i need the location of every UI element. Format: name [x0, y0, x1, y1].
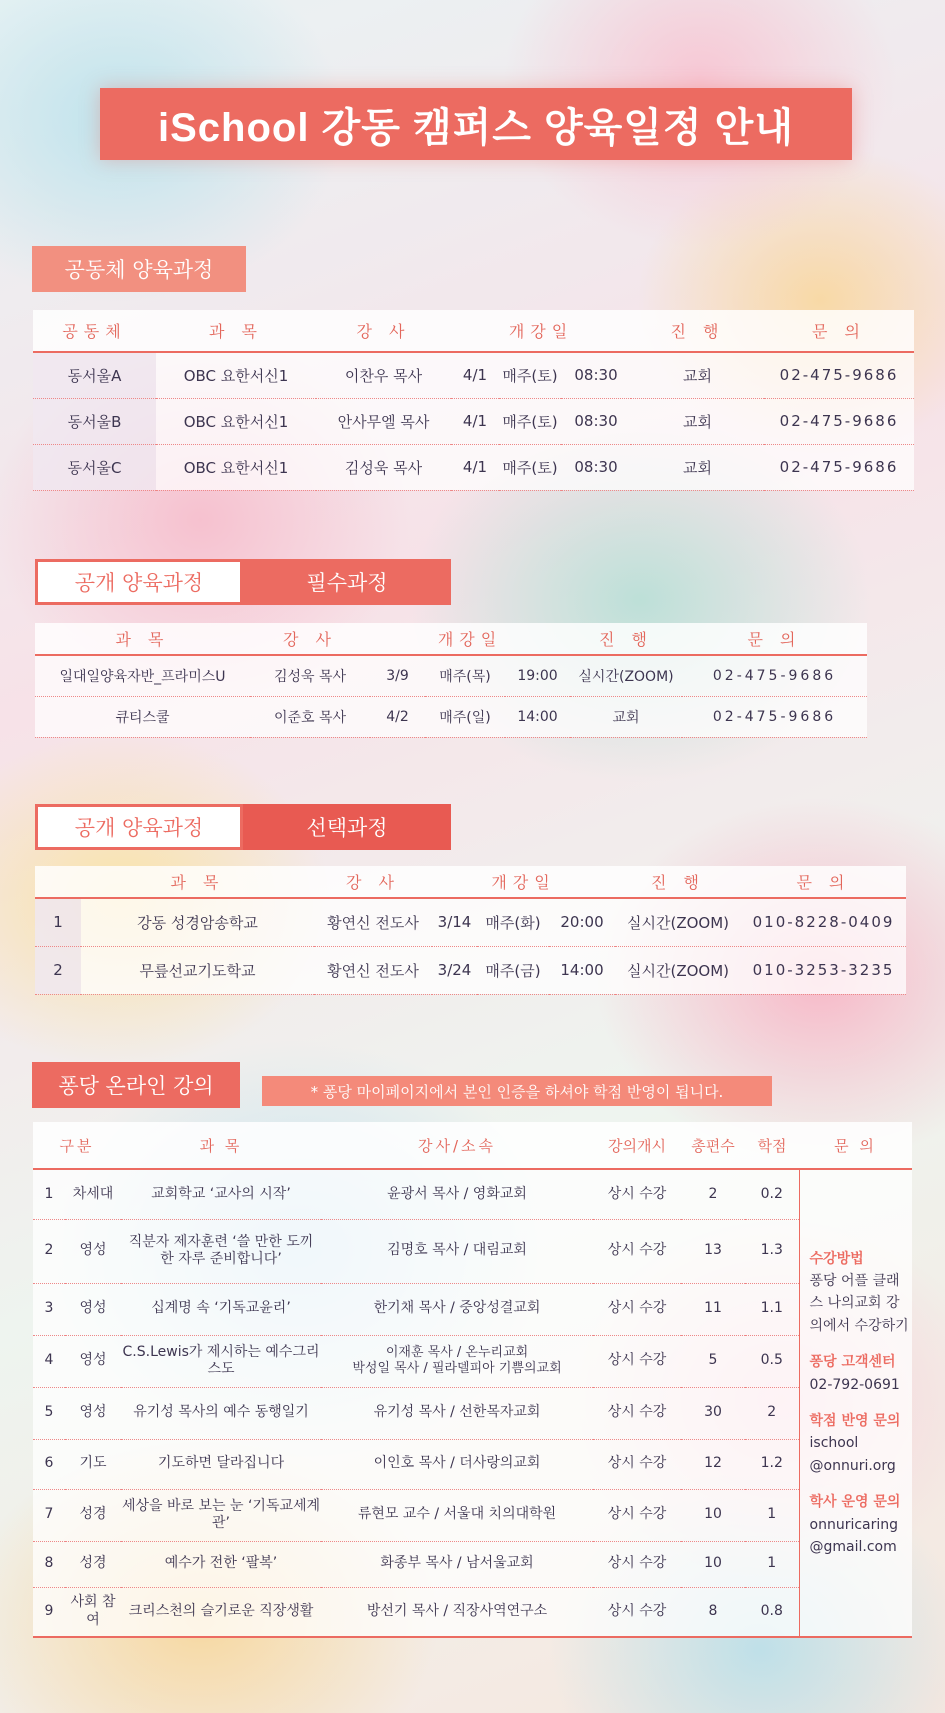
start-cell: 상시 수강	[593, 1439, 681, 1489]
phone-cell: 010-8228-0409	[741, 898, 906, 946]
mode-cell: 교회	[631, 398, 764, 444]
category-cell: 영성	[65, 1219, 121, 1283]
table-row	[33, 1489, 912, 1541]
start-cell: 상시 수강	[593, 1387, 681, 1439]
number-cell: 8	[33, 1541, 65, 1587]
count-cell: 12	[681, 1439, 745, 1489]
start-cell: 상시 수강	[593, 1489, 681, 1541]
empty-header	[35, 866, 81, 898]
column-header: 개강일	[451, 310, 631, 352]
start-cell: 상시 수강	[593, 1169, 681, 1219]
teacher-cell: 한기채 목사 / 중앙성결교회	[321, 1283, 593, 1335]
number-cell: 4	[33, 1335, 65, 1387]
column-header: 과 목	[35, 623, 250, 655]
course-cell: 큐티스쿨	[35, 696, 250, 737]
number-cell: 7	[33, 1489, 65, 1541]
column-header: 진 행	[631, 310, 764, 352]
section-title-online: 퐁당 온라인 강의	[32, 1062, 240, 1108]
count-cell: 11	[681, 1283, 745, 1335]
group-cell: 동서울A	[33, 352, 156, 398]
table-row	[33, 1439, 912, 1489]
course-cell: 직분자 제자훈련 ‘쓸 만한 도끼 한 자루 준비합니다’	[121, 1219, 321, 1283]
date-cell: 3/24	[432, 946, 477, 994]
teacher-cell: 김성욱 목사	[316, 444, 451, 490]
table-row	[35, 655, 867, 696]
teacher-line: 박성일 목사 / 필라델피아 기쁨의교회	[352, 1361, 562, 1376]
inquiry-value: 퐁당 어플 클래스 나의교회 강의에서 수강하기	[809, 1273, 909, 1334]
credit-cell: 1	[745, 1489, 799, 1541]
time-cell: 19:00	[505, 655, 570, 696]
column-header: 공동체	[33, 310, 156, 352]
elective-table	[35, 866, 906, 995]
credit-cell: 1	[745, 1541, 799, 1587]
table-row	[33, 1283, 912, 1335]
section-subtitle-required: 필수과정	[243, 559, 451, 605]
inquiry-value: ischool @onnuri.org	[809, 1435, 896, 1474]
day-cell: 매주(토)	[499, 444, 561, 490]
mode-cell: 실시간(ZOOM)	[615, 946, 741, 994]
group-cell: 동서울C	[33, 444, 156, 490]
count-cell: 30	[681, 1387, 745, 1439]
column-header: 진 행	[615, 866, 741, 898]
time-cell: 14:00	[505, 696, 570, 737]
table-row	[35, 946, 906, 994]
course-cell: 유기성 목사의 예수 동행일기	[121, 1387, 321, 1439]
time-cell: 14:00	[549, 946, 615, 994]
start-cell: 상시 수강	[593, 1219, 681, 1283]
phone-cell: 02-475-9686	[764, 444, 914, 490]
column-header: 문 의	[741, 866, 906, 898]
category-cell: 성경	[65, 1541, 121, 1587]
number-cell: 6	[33, 1439, 65, 1489]
phone-cell: 02-475-9686	[764, 398, 914, 444]
column-header: 문 의	[799, 1122, 912, 1169]
teacher-cell: 이인호 목사 / 더사랑의교회	[321, 1439, 593, 1489]
credit-cell: 0.2	[745, 1169, 799, 1219]
teacher-cell	[321, 1335, 593, 1387]
teacher-cell: 이찬우 목사	[316, 352, 451, 398]
count-cell: 10	[681, 1489, 745, 1541]
table-header-row	[33, 1122, 912, 1169]
date-cell: 4/1	[451, 398, 499, 444]
course-cell: 강동 성경암송학교	[81, 898, 314, 946]
teacher-cell: 이준호 목사	[250, 696, 370, 737]
page-title: iSchool 강동 캠퍼스 양육일정 안내	[100, 88, 852, 160]
number-cell: 9	[33, 1587, 65, 1637]
phone-cell: 02-475-9686	[682, 655, 867, 696]
count-cell: 2	[681, 1169, 745, 1219]
count-cell: 13	[681, 1219, 745, 1283]
column-header: 총편수	[681, 1122, 745, 1169]
date-cell: 3/9	[370, 655, 425, 696]
section-title-required: 공개 양육과정	[35, 559, 243, 605]
table-row	[35, 898, 906, 946]
inquiry-heading: 학점 반영 문의	[809, 1413, 901, 1429]
teacher-cell: 김명호 목사 / 대림교회	[321, 1219, 593, 1283]
number-cell: 1	[35, 898, 81, 946]
category-cell: 성경	[65, 1489, 121, 1541]
inquiry-value: 02-792-0691	[809, 1376, 900, 1393]
day-cell: 매주(일)	[425, 696, 505, 737]
course-cell: OBC 요한서신1	[156, 398, 316, 444]
teacher-line: 이재훈 목사 / 온누리교회	[385, 1344, 529, 1360]
column-header: 구분	[33, 1122, 121, 1169]
credit-cell: 0.8	[745, 1587, 799, 1637]
inquiry-heading: 수강방법	[809, 1250, 864, 1267]
course-cell: 무릎선교기도학교	[81, 946, 314, 994]
time-cell: 08:30	[561, 398, 631, 444]
column-header: 문 의	[764, 310, 914, 352]
date-cell: 4/1	[451, 444, 499, 490]
number-cell: 5	[33, 1387, 65, 1439]
phone-cell: 02-475-9686	[764, 352, 914, 398]
day-cell: 매주(금)	[477, 946, 549, 994]
date-cell: 3/14	[432, 898, 477, 946]
credit-cell: 0.5	[745, 1335, 799, 1387]
column-header: 문 의	[682, 623, 867, 655]
table-row	[33, 1219, 912, 1283]
required-table	[35, 623, 867, 738]
section-title-elective: 공개 양육과정	[35, 804, 243, 850]
start-cell: 상시 수강	[593, 1335, 681, 1387]
column-header: 강 사	[250, 623, 370, 655]
column-header: 개강일	[370, 623, 570, 655]
column-header: 강의개시	[593, 1122, 681, 1169]
credit-cell: 1.3	[745, 1219, 799, 1283]
credit-cell: 2	[745, 1387, 799, 1439]
column-header: 진 행	[570, 623, 682, 655]
start-cell: 상시 수강	[593, 1587, 681, 1637]
number-cell: 3	[33, 1283, 65, 1335]
table-row	[33, 1541, 912, 1587]
teacher-cell: 방선기 목사 / 직장사역연구소	[321, 1587, 593, 1637]
teacher-cell: 황연신 전도사	[314, 898, 432, 946]
table-header-row	[35, 623, 867, 655]
table-row	[33, 1169, 912, 1219]
teacher-cell: 화종부 목사 / 남서울교회	[321, 1541, 593, 1587]
date-cell: 4/2	[370, 696, 425, 737]
column-header: 과 목	[156, 310, 316, 352]
table-row	[33, 398, 914, 444]
table-row	[33, 1335, 912, 1387]
category-cell: 영성	[65, 1387, 121, 1439]
teacher-cell: 황연신 전도사	[314, 946, 432, 994]
group-cell: 동서울B	[33, 398, 156, 444]
start-cell: 상시 수강	[593, 1283, 681, 1335]
table-row	[33, 352, 914, 398]
table-row	[33, 1387, 912, 1439]
mode-cell: 실시간(ZOOM)	[615, 898, 741, 946]
table-header-row	[33, 310, 914, 352]
course-cell: 교회학교 ‘교사의 시작’	[121, 1169, 321, 1219]
community-table	[33, 310, 914, 491]
course-cell: 기도하면 달라집니다	[121, 1439, 321, 1489]
inquiry-value: onnuricaring @gmail.com	[809, 1516, 899, 1555]
count-cell: 10	[681, 1541, 745, 1587]
course-cell: 일대일양육자반_프라미스U	[35, 655, 250, 696]
day-cell: 매주(토)	[499, 398, 561, 444]
category-cell: 기도	[65, 1439, 121, 1489]
inquiry-heading: 퐁당 고객센터	[809, 1354, 896, 1371]
credit-cell: 1.2	[745, 1439, 799, 1489]
teacher-cell: 김성욱 목사	[250, 655, 370, 696]
online-table	[33, 1122, 912, 1638]
table-header-row	[35, 866, 906, 898]
course-cell: C.S.Lewis가 제시하는 예수그리스도	[121, 1335, 321, 1387]
table-row	[35, 696, 867, 737]
date-cell: 4/1	[451, 352, 499, 398]
phone-cell: 010-3253-3235	[741, 946, 906, 994]
number-cell: 2	[35, 946, 81, 994]
credit-cell: 1.1	[745, 1283, 799, 1335]
course-cell: 십계명 속 ‘기독교윤리’	[121, 1283, 321, 1335]
column-header: 학점	[745, 1122, 799, 1169]
column-header: 강 사	[314, 866, 432, 898]
course-cell: OBC 요한서신1	[156, 352, 316, 398]
time-cell: 08:30	[561, 352, 631, 398]
teacher-cell: 유기성 목사 / 선한목자교회	[321, 1387, 593, 1439]
column-header: 강사/소속	[321, 1122, 593, 1169]
teacher-cell: 안사무엘 목사	[316, 398, 451, 444]
table-row	[33, 444, 914, 490]
mode-cell: 교회	[570, 696, 682, 737]
course-cell: OBC 요한서신1	[156, 444, 316, 490]
mode-cell: 실시간(ZOOM)	[570, 655, 682, 696]
course-cell: 크리스천의 슬기로운 직장생활	[121, 1587, 321, 1637]
column-header: 강 사	[316, 310, 451, 352]
mode-cell: 교회	[631, 444, 764, 490]
course-cell: 예수가 전한 ‘팔복’	[121, 1541, 321, 1587]
online-note: * 퐁당 마이페이지에서 본인 인증을 하셔야 학점 반영이 됩니다.	[262, 1076, 772, 1106]
day-cell: 매주(화)	[477, 898, 549, 946]
count-cell: 5	[681, 1335, 745, 1387]
category-cell: 영성	[65, 1283, 121, 1335]
column-header: 개강일	[432, 866, 615, 898]
inquiry-heading: 학사 운영 문의	[809, 1494, 901, 1511]
category-cell: 영성	[65, 1335, 121, 1387]
start-cell: 상시 수강	[593, 1541, 681, 1587]
section-title-community: 공동체 양육과정	[32, 246, 246, 292]
column-header: 과 목	[81, 866, 314, 898]
count-cell: 8	[681, 1587, 745, 1637]
phone-cell: 02-475-9686	[682, 696, 867, 737]
mode-cell: 교회	[631, 352, 764, 398]
time-cell: 08:30	[561, 444, 631, 490]
table-row	[33, 1587, 912, 1637]
day-cell: 매주(토)	[499, 352, 561, 398]
inquiry-panel	[799, 1169, 912, 1637]
course-cell: 세상을 바로 보는 눈 ‘기독교세계관’	[121, 1489, 321, 1541]
time-cell: 20:00	[549, 898, 615, 946]
column-header: 과 목	[121, 1122, 321, 1169]
day-cell: 매주(목)	[425, 655, 505, 696]
teacher-cell: 류현모 교수 / 서울대 치의대학원	[321, 1489, 593, 1541]
category-cell: 사회 참여	[65, 1587, 121, 1637]
number-cell: 1	[33, 1169, 65, 1219]
category-cell: 차세대	[65, 1169, 121, 1219]
section-subtitle-elective: 선택과정	[243, 804, 451, 850]
teacher-cell: 윤광서 목사 / 영화교회	[321, 1169, 593, 1219]
number-cell: 2	[33, 1219, 65, 1283]
